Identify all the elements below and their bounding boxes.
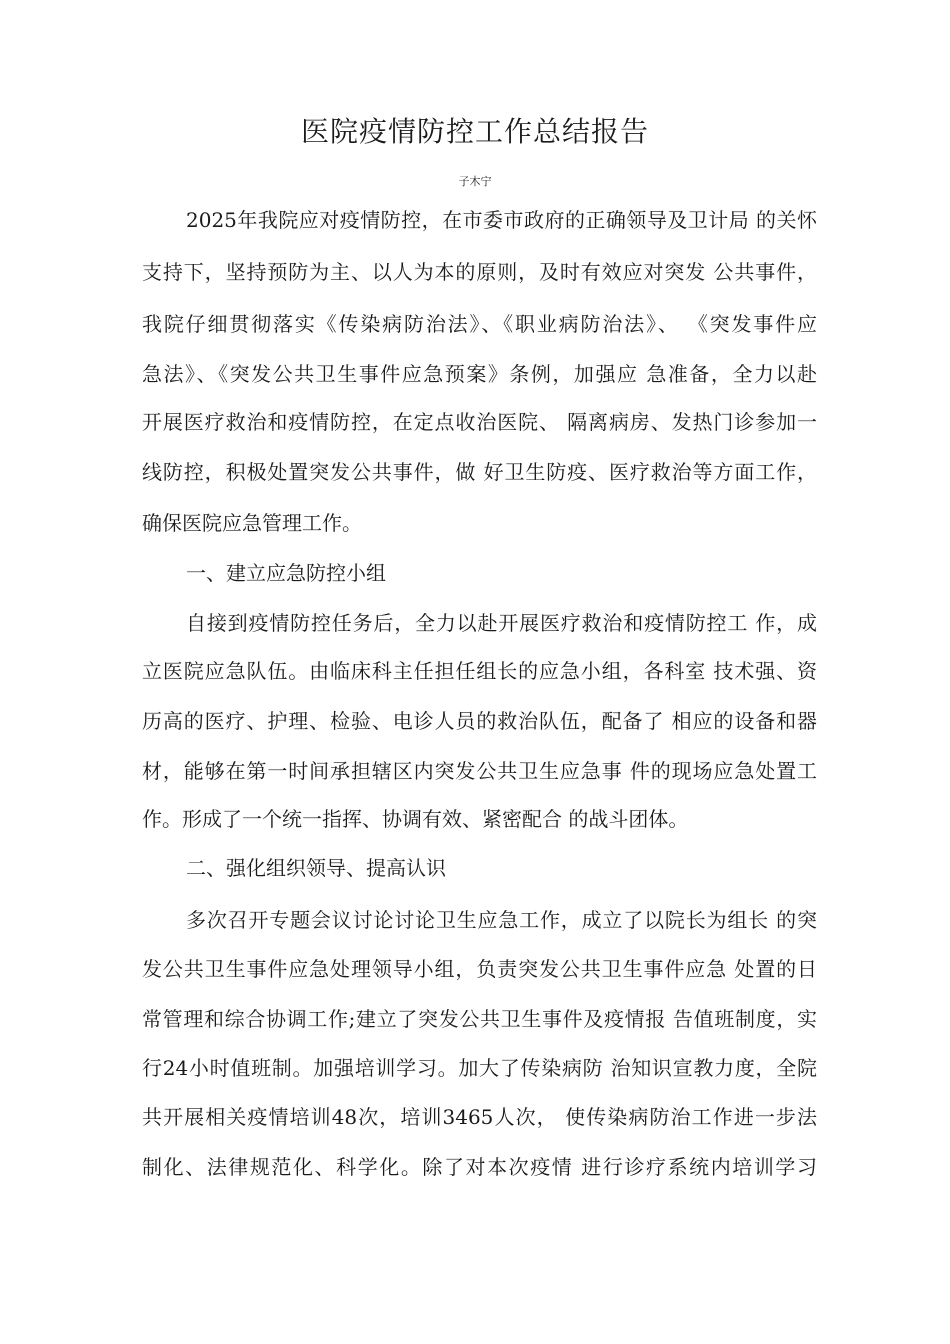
paragraph-line: 共开展相关疫情培训48次，培训3465人次， 使传染病防治工作进一步法 bbox=[142, 1105, 817, 1129]
paragraph-line: 发公共卫生事件应急处理领导小组，负责突发公共卫生事件应急 处置的日 bbox=[142, 957, 817, 981]
paragraph-line: 立医院应急队伍。由临床科主任担任组长的应急小组，各科室 技术强、资 bbox=[142, 659, 817, 683]
paragraph-line: 历高的医疗、护理、检验、电诊人员的救治队伍，配备了 相应的设备和器 bbox=[142, 709, 817, 733]
paragraph-line: 支持下，坚持预防为主、以人为本的原则，及时有效应对突发 公共事件， bbox=[142, 260, 817, 284]
paragraph-line: 作。形成了一个统一指挥、协调有效、紧密配合 的战斗团体。 bbox=[142, 807, 689, 831]
paragraph-line: 制化、法律规范化、科学化。除了对本次疫情 进行诊疗系统内培训学习 bbox=[142, 1155, 817, 1179]
document-author: 子木宁 bbox=[458, 175, 492, 188]
paragraph-line: 自接到疫情防控任务后，全力以赴开展医疗救治和疫情防控工 作，成 bbox=[186, 611, 817, 635]
document-title: 医院疫情防控工作总结报告 bbox=[300, 115, 649, 148]
paragraph-line: 常管理和综合协调工作;建立了突发公共卫生事件及疫情报 告值班制度，实 bbox=[142, 1007, 817, 1031]
paragraph-line: 急法》、《突发公共卫生事件应急预案》条例，加强应 急准备，全力以赴 bbox=[142, 362, 817, 386]
paragraph-line: 线防控，积极处置突发公共事件，做 好卫生防疫、医疗救治等方面工作， bbox=[142, 460, 817, 484]
paragraph-line: 我院仔细贯彻落实《传染病防治法》、《职业病防治法》、 《突发事件应 bbox=[142, 312, 817, 336]
paragraph-line: 行24小时值班制。加强培训学习。加大了传染病防 治知识宣教力度，全院 bbox=[142, 1056, 817, 1080]
paragraph-line: 确保医院应急管理工作。 bbox=[142, 511, 362, 535]
section-heading: 一、建立应急防控小组 bbox=[186, 561, 386, 585]
paragraph-line: 多次召开专题会议讨论讨论卫生应急工作，成立了以院长为组长 的突 bbox=[186, 908, 817, 932]
paragraph-line: 开展医疗救治和疫情防控，在定点收治医院、 隔离病房、发热门诊参加一 bbox=[142, 410, 817, 434]
paragraph-line: 2025年我院应对疫情防控，在市委市政府的正确领导及卫计局 的关怀 bbox=[186, 208, 817, 232]
section-heading: 二、强化组织领导、提高认识 bbox=[186, 856, 446, 880]
paragraph-line: 材，能够在第一时间承担辖区内突发公共卫生应急事 件的现场应急处置工 bbox=[142, 759, 817, 783]
